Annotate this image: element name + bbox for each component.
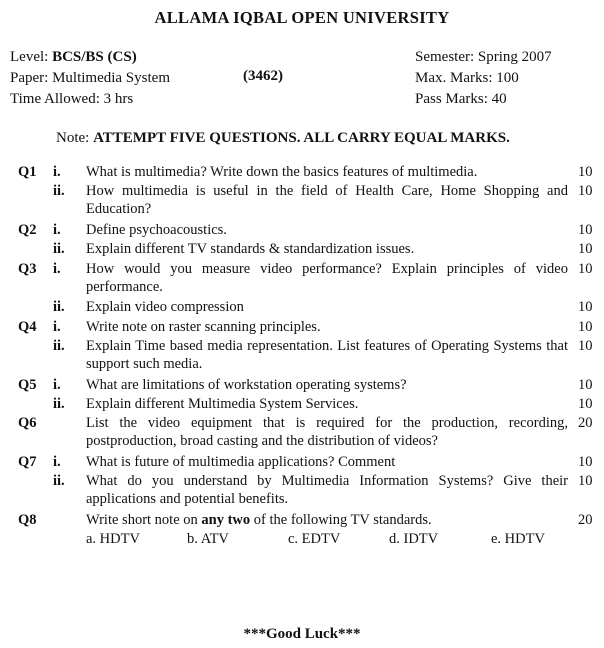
level-value: BCS/BS (CS) xyxy=(52,49,137,65)
question-number: Q7 xyxy=(18,454,37,470)
question-text: What do you understand by Multimedia Information Systems? Give their applications and potential benefits. xyxy=(86,473,568,507)
question-number: Q2 xyxy=(18,222,37,238)
paper-line: Paper: Multimedia System xyxy=(10,70,170,86)
question-part: i. xyxy=(53,319,61,335)
paper-code: (3462) xyxy=(243,68,283,84)
question-text: What are limitations of workstation operating systems? xyxy=(86,377,407,393)
question-part: ii. xyxy=(53,396,65,412)
level-label: Level: xyxy=(10,49,49,65)
question-text: Explain different TV standards & standardization issues. xyxy=(86,241,415,257)
option-item: a. HDTV xyxy=(86,531,140,547)
note-label: Note: xyxy=(56,130,90,146)
option-item: c. EDTV xyxy=(288,531,341,547)
question-part: i. xyxy=(53,454,61,470)
question-marks: 10 xyxy=(578,396,593,412)
question-marks: 10 xyxy=(578,299,593,315)
question-marks: 10 xyxy=(578,454,593,470)
question-text: How would you measure video performance? Explain principles of video performance. xyxy=(86,261,568,295)
question-marks: 10 xyxy=(578,319,593,335)
question-marks: 10 xyxy=(578,241,593,257)
question-part: i. xyxy=(53,222,61,238)
good-luck-footer: ***Good Luck*** xyxy=(243,626,361,642)
question-text: What is future of multimedia applications? Comment xyxy=(86,454,396,470)
question-part: ii. xyxy=(53,338,65,354)
question-number: Q5 xyxy=(18,377,37,393)
question-text xyxy=(86,511,568,529)
question-text-after: of the following TV standards. xyxy=(250,512,432,528)
level-line xyxy=(10,47,170,68)
question-text: Write note on raster scanning principles. xyxy=(86,319,321,335)
question-text: List the video equipment that is required for the production, recording, postproduction, broad casting and the distribution of videos? xyxy=(86,415,568,449)
question-text: Define psychoacoustics. xyxy=(86,222,227,238)
option-item: b. ATV xyxy=(187,531,229,547)
question-text-emphasis: any two xyxy=(201,512,251,528)
university-title: ALLAMA IQBAL OPEN UNIVERSITY xyxy=(154,8,450,27)
question-part: i. xyxy=(53,377,61,393)
question-number: Q6 xyxy=(18,415,37,431)
question-part: ii. xyxy=(53,241,65,257)
exam-meta-right xyxy=(415,47,552,110)
note-text: ATTEMPT FIVE QUESTIONS. ALL CARRY EQUAL MARKS. xyxy=(93,130,510,146)
question-part: ii. xyxy=(53,299,65,315)
question-part: i. xyxy=(53,261,61,277)
question-text: What is multimedia? Write down the basics features of multimedia. xyxy=(86,164,478,180)
option-item: e. HDTV xyxy=(491,531,545,547)
question-number: Q1 xyxy=(18,164,37,180)
time-allowed: Time Allowed: 3 hrs xyxy=(10,91,134,107)
question-text: Explain different Multimedia System Services. xyxy=(86,396,359,412)
question-text: How multimedia is useful in the field of Health Care, Home Shopping and Education? xyxy=(86,183,568,217)
question-marks: 20 xyxy=(578,415,593,431)
max-marks: Max. Marks: 100 xyxy=(415,70,519,86)
question-marks: 10 xyxy=(578,222,593,238)
question-part: i. xyxy=(53,164,61,180)
question-marks: 10 xyxy=(578,183,593,199)
question-marks: 20 xyxy=(578,512,593,528)
question-part: ii. xyxy=(53,183,65,199)
question-number: Q3 xyxy=(18,261,37,277)
pass-marks: Pass Marks: 40 xyxy=(415,91,507,107)
question-marks: 10 xyxy=(578,164,593,180)
exam-meta-left xyxy=(10,47,170,110)
question-text: Explain video compression xyxy=(86,299,244,315)
question-marks: 10 xyxy=(578,377,593,393)
question-marks: 10 xyxy=(578,473,593,489)
question-text: Explain Time based media representation. List features of Operating Systems that support such media. xyxy=(86,338,568,372)
question-marks: 10 xyxy=(578,261,593,277)
question-number: Q8 xyxy=(18,512,37,528)
question-text-before: Write short note on xyxy=(86,512,202,528)
semester: Semester: Spring 2007 xyxy=(415,49,552,65)
instructions-note xyxy=(56,130,510,147)
question-part: ii. xyxy=(53,473,65,489)
option-item: d. IDTV xyxy=(389,531,439,547)
question-number: Q4 xyxy=(18,319,37,335)
question-marks: 10 xyxy=(578,338,593,354)
